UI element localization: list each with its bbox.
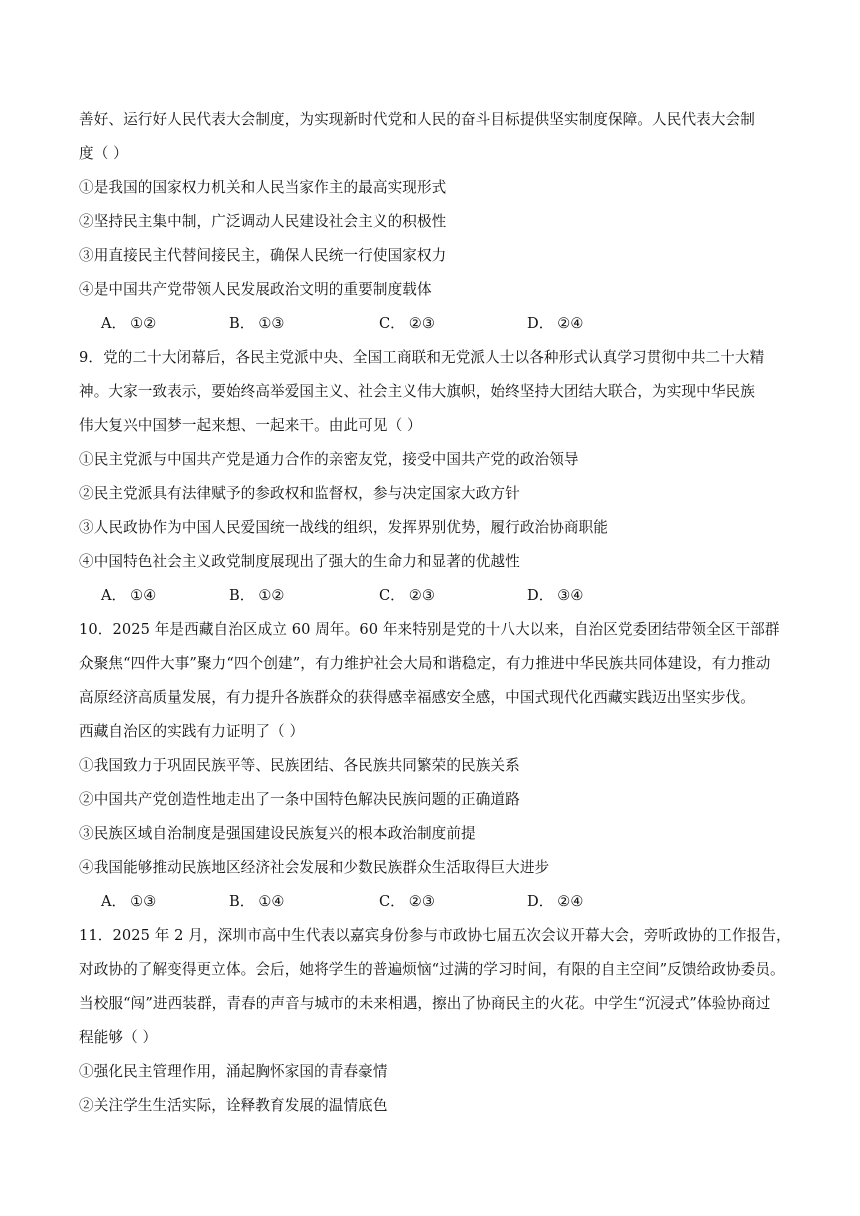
option-d[interactable]: D． ②④ — [527, 315, 584, 332]
question-stem-line: 西藏自治区的实践有力证明了（ ） — [79, 723, 305, 740]
question-stem-line: 神。大家一致表示，要始终高举爱国主义、社会主义伟大旗帜，始终坚持大团结大联合，为实现中华民族 — [79, 383, 755, 400]
statement-2: ②中国共产党创造性地走出了一条中国特色解决民族问题的正确道路 — [79, 791, 520, 808]
answer-options — [79, 579, 785, 613]
statement-2: ②民主党派具有法律赋予的参政权和监督权，参与决定国家大政方针 — [79, 485, 520, 502]
statement-3: ③人民政协作为中国人民爱国统一战线的组织，发挥界别优势，履行政治协商职能 — [79, 519, 608, 536]
option-d[interactable]: D． ②④ — [527, 893, 584, 910]
exam-content — [79, 103, 791, 1123]
option-a[interactable]: A． ①② — [101, 315, 157, 332]
option-b[interactable]: B． ①④ — [229, 893, 285, 910]
option-a[interactable]: A． ①④ — [101, 587, 157, 604]
question-stem-line: 11．2025 年 2 月，深圳市高中生代表以嘉宾身份参与市政协七届五次会议开幕大会，旁听政协的工作报告， — [79, 927, 791, 944]
question-10 — [79, 613, 785, 919]
statement-3: ③用直接民主代替间接民主，确保人民统一行使国家权力 — [79, 247, 447, 264]
option-c[interactable]: C． ②③ — [379, 587, 435, 604]
option-c[interactable]: C． ②③ — [379, 315, 435, 332]
question-stem-line: 10．2025 年是西藏自治区成立 60 周年。60 年来特别是党的十八大以来，自治区党委团结带领全区干部群 — [79, 621, 780, 638]
question-9 — [79, 341, 785, 613]
statement-1: ①我国致力于巩固民族平等、民族团结、各民族共同繁荣的民族关系 — [79, 757, 520, 774]
question-stem-line: 9．党的二十大闭幕后，各民主党派中央、全国工商联和无党派人士以各种形式认真学习贯彻中共二十大精 — [79, 349, 765, 366]
question-stem-line: 众聚焦“四件大事”聚力“四个创建”，有力维护社会大局和谐稳定，有力推进中华民族共同体建设，有力推动 — [79, 655, 771, 672]
statement-4: ④是中国共产党带领人民发展政治文明的重要制度载体 — [79, 281, 432, 298]
question-11 — [79, 919, 791, 1123]
question-8 — [79, 103, 785, 341]
statement-1: ①民主党派与中国共产党是通力合作的亲密友党，接受中国共产党的政治领导 — [79, 451, 579, 468]
answer-options — [79, 307, 785, 341]
option-b[interactable]: B． ①③ — [229, 315, 285, 332]
question-stem-line: 程能够（ ） — [79, 1029, 158, 1046]
statement-2: ②关注学生生活实际，诠释教育发展的温情底色 — [79, 1097, 388, 1114]
option-a[interactable]: A． ①③ — [101, 893, 157, 910]
option-c[interactable]: C． ②③ — [379, 893, 435, 910]
option-d[interactable]: D． ③④ — [527, 587, 584, 604]
statement-4: ④我国能够推动民族地区经济社会发展和少数民族群众生活取得巨大进步 — [79, 859, 550, 876]
question-stem-line: 伟大复兴中国梦一起来想、一起来干。由此可见（ ） — [79, 417, 422, 434]
statement-2: ②坚持民主集中制，广泛调动人民建设社会主义的积极性 — [79, 213, 447, 230]
answer-options — [79, 885, 785, 919]
statement-4: ④中国特色社会主义政党制度展现出了强大的生命力和显著的优越性 — [79, 553, 520, 570]
option-b[interactable]: B． ①② — [229, 587, 285, 604]
statement-3: ③民族区域自治制度是强国建设民族复兴的根本政治制度前提 — [79, 825, 476, 842]
question-stem-line: 度（ ） — [79, 145, 128, 162]
question-stem-line: 善好、运行好人民代表大会制度，为实现新时代党和人民的奋斗目标提供坚实制度保障。人民代表大会制 — [79, 111, 755, 128]
question-stem-line: 高原经济高质量发展，有力提升各族群众的获得感幸福感安全感，中国式现代化西藏实践迈出坚实步伐。 — [79, 689, 755, 706]
question-stem-line: 对政协的了解变得更立体。会后，她将学生的普遍烦恼“过满的学习时间，有限的自主空间”反馈给政协委员。 — [79, 961, 785, 978]
statement-1: ①是我国的国家权力机关和人民当家作主的最高实现形式 — [79, 179, 447, 196]
statement-1: ①强化民主管理作用，涌起胸怀家国的青春豪情 — [79, 1063, 388, 1080]
question-stem-line: 当校服“闯”进西装群，青春的声音与城市的未来相遇，擦出了协商民主的火花。中学生“沉浸式”体验协商过 — [79, 995, 771, 1012]
